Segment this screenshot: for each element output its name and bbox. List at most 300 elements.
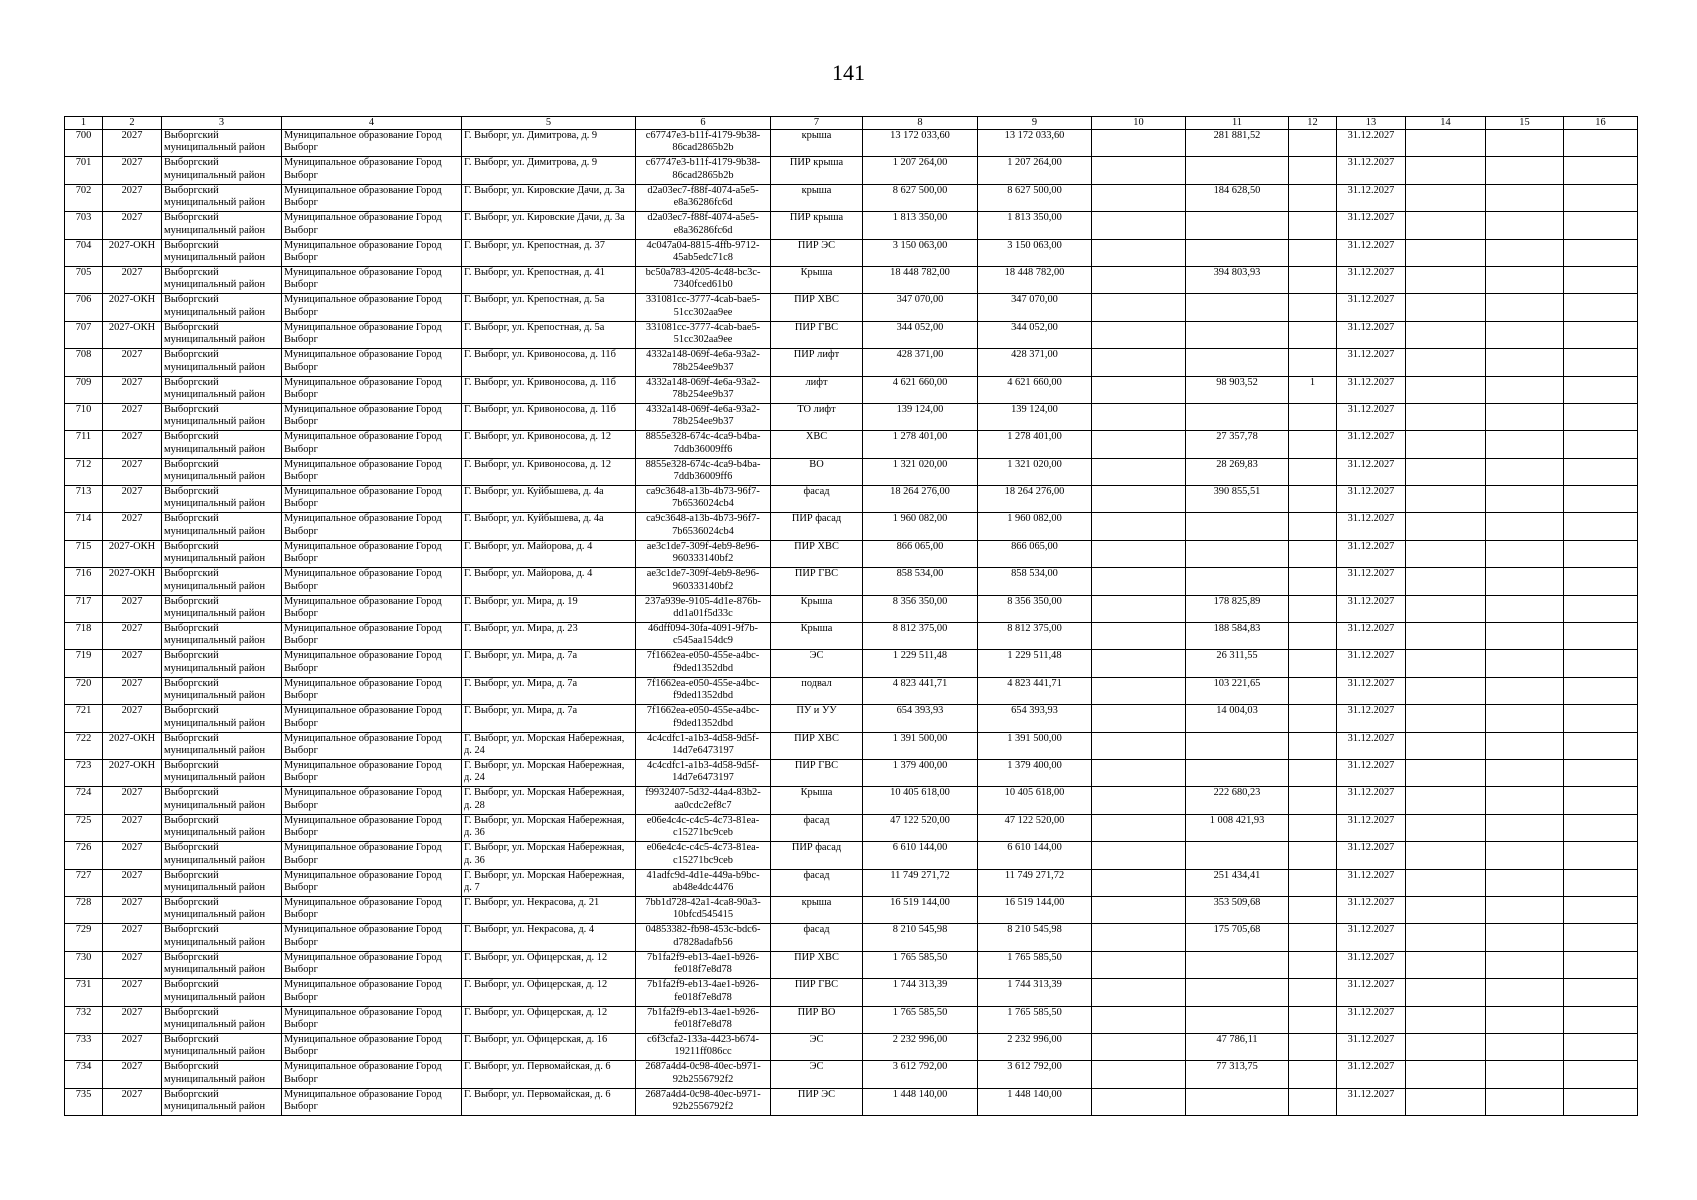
address-cell: Г. Выборг, ул. Мира, д. 7а [462, 705, 636, 732]
col-16-cell [1564, 650, 1638, 677]
col-12-count-cell [1289, 677, 1337, 704]
table-row [65, 184, 1638, 211]
municipality-cell: Муниципальное образование Город Выборг [282, 239, 462, 266]
municipality-cell: Муниципальное образование Город Выборг [282, 1006, 462, 1033]
municipality-cell: Муниципальное образование Город Выборг [282, 623, 462, 650]
house-id-cell: d2a03ec7-f88f-4074-a5e5-e8a36286fc6d [636, 184, 771, 211]
house-id-cell: c67747e3-b11f-4179-9b38-86cad2865b2b [636, 130, 771, 157]
total-cost-cell: 1 813 350,00 [863, 212, 978, 239]
table-header [65, 117, 1638, 130]
district-cell: Выборгский муниципальный район [162, 979, 282, 1006]
col-11-amount-cell [1186, 568, 1289, 595]
col-14-cell [1406, 568, 1486, 595]
district-cell: Выборгский муниципальный район [162, 814, 282, 841]
deadline-date-cell: 31.12.2027 [1337, 239, 1406, 266]
column-header-9: 9 [978, 117, 1092, 130]
address-cell: Г. Выборг, ул. Морская Набережная, д. 24 [462, 732, 636, 759]
municipality-cell: Муниципальное образование Город Выборг [282, 212, 462, 239]
col-11-amount-cell [1186, 540, 1289, 567]
col-15-cell [1486, 431, 1564, 458]
total-cost-cell: 4 823 441,71 [863, 677, 978, 704]
deadline-date-cell: 31.12.2027 [1337, 294, 1406, 321]
row-number-cell: 702 [65, 184, 103, 211]
col-12-count-cell [1289, 458, 1337, 485]
work-type-cell: Крыша [771, 595, 863, 622]
table-row [65, 951, 1638, 978]
col-16-cell [1564, 814, 1638, 841]
col-12-count-cell [1289, 869, 1337, 896]
year-cell: 2027 [103, 1006, 162, 1033]
district-cell: Выборгский муниципальный район [162, 677, 282, 704]
col-14-cell [1406, 623, 1486, 650]
col-14-cell [1406, 431, 1486, 458]
col-16-cell [1564, 266, 1638, 293]
col-16-cell [1564, 705, 1638, 732]
district-cell: Выборгский муниципальный район [162, 130, 282, 157]
address-cell: Г. Выборг, ул. Кривоносова, д. 12 [462, 458, 636, 485]
deadline-date-cell: 31.12.2027 [1337, 568, 1406, 595]
table-row [65, 787, 1638, 814]
column-header-16: 16 [1564, 117, 1638, 130]
work-type-cell: фасад [771, 869, 863, 896]
work-type-cell: ПУ и УУ [771, 705, 863, 732]
deadline-date-cell: 31.12.2027 [1337, 376, 1406, 403]
district-cell: Выборгский муниципальный район [162, 376, 282, 403]
address-cell: Г. Выборг, ул. Некрасова, д. 4 [462, 924, 636, 951]
fund-cost-cell: 18 264 276,00 [978, 486, 1092, 513]
col-10-cell [1092, 842, 1186, 869]
municipality-cell: Муниципальное образование Город Выборг [282, 1033, 462, 1060]
column-header-12: 12 [1289, 117, 1337, 130]
table-row [65, 924, 1638, 951]
col-10-cell [1092, 568, 1186, 595]
year-cell: 2027 [103, 403, 162, 430]
address-cell: Г. Выборг, ул. Крепостная, д. 37 [462, 239, 636, 266]
district-cell: Выборгский муниципальный район [162, 486, 282, 513]
col-14-cell [1406, 294, 1486, 321]
col-12-count-cell [1289, 157, 1337, 184]
col-10-cell [1092, 869, 1186, 896]
fund-cost-cell: 1 960 082,00 [978, 513, 1092, 540]
col-14-cell [1406, 540, 1486, 567]
table-row [65, 294, 1638, 321]
address-cell: Г. Выборг, ул. Мира, д. 23 [462, 623, 636, 650]
column-header-11: 11 [1186, 117, 1289, 130]
address-cell: Г. Выборг, ул. Кировские Дачи, д. 3а [462, 212, 636, 239]
work-type-cell: ПИР ХВС [771, 540, 863, 567]
row-number-cell: 721 [65, 705, 103, 732]
column-header-10: 10 [1092, 117, 1186, 130]
total-cost-cell: 1 321 020,00 [863, 458, 978, 485]
col-10-cell [1092, 376, 1186, 403]
col-12-count-cell [1289, 979, 1337, 1006]
year-cell: 2027 [103, 431, 162, 458]
deadline-date-cell: 31.12.2027 [1337, 130, 1406, 157]
col-15-cell [1486, 732, 1564, 759]
deadline-date-cell: 31.12.2027 [1337, 705, 1406, 732]
col-14-cell [1406, 212, 1486, 239]
col-10-cell [1092, 403, 1186, 430]
col-15-cell [1486, 212, 1564, 239]
table-row [65, 1033, 1638, 1060]
deadline-date-cell: 31.12.2027 [1337, 266, 1406, 293]
row-number-cell: 708 [65, 349, 103, 376]
col-14-cell [1406, 1088, 1486, 1115]
col-14-cell [1406, 787, 1486, 814]
col-15-cell [1486, 184, 1564, 211]
address-cell: Г. Выборг, ул. Мира, д. 7а [462, 650, 636, 677]
house-id-cell: 2687a4d4-0c98-40ec-b971-92b2556792f2 [636, 1061, 771, 1088]
col-11-amount-cell: 47 786,11 [1186, 1033, 1289, 1060]
table-row [65, 403, 1638, 430]
table-row [65, 540, 1638, 567]
total-cost-cell: 1 765 585,50 [863, 1006, 978, 1033]
row-number-cell: 706 [65, 294, 103, 321]
table-row [65, 376, 1638, 403]
col-14-cell [1406, 814, 1486, 841]
address-cell: Г. Выборг, ул. Кривоносова, д. 11б [462, 349, 636, 376]
row-number-cell: 718 [65, 623, 103, 650]
col-16-cell [1564, 212, 1638, 239]
col-14-cell [1406, 513, 1486, 540]
column-header-14: 14 [1406, 117, 1486, 130]
municipality-cell: Муниципальное образование Город Выборг [282, 814, 462, 841]
address-cell: Г. Выборг, ул. Мира, д. 7а [462, 677, 636, 704]
work-type-cell: Крыша [771, 787, 863, 814]
deadline-date-cell: 31.12.2027 [1337, 540, 1406, 567]
work-type-cell: лифт [771, 376, 863, 403]
col-15-cell [1486, 1088, 1564, 1115]
col-15-cell [1486, 266, 1564, 293]
col-10-cell [1092, 650, 1186, 677]
year-cell: 2027 [103, 266, 162, 293]
work-type-cell: ПИР ГВС [771, 568, 863, 595]
year-cell: 2027 [103, 513, 162, 540]
deadline-date-cell: 31.12.2027 [1337, 486, 1406, 513]
col-10-cell [1092, 184, 1186, 211]
col-12-count-cell [1289, 184, 1337, 211]
table-row [65, 157, 1638, 184]
year-cell: 2027 [103, 349, 162, 376]
district-cell: Выборгский муниципальный район [162, 540, 282, 567]
col-16-cell [1564, 1088, 1638, 1115]
col-11-amount-cell [1186, 951, 1289, 978]
year-cell: 2027 [103, 705, 162, 732]
col-11-amount-cell: 390 855,51 [1186, 486, 1289, 513]
col-12-count-cell [1289, 595, 1337, 622]
col-10-cell [1092, 677, 1186, 704]
total-cost-cell: 2 232 996,00 [863, 1033, 978, 1060]
district-cell: Выборгский муниципальный район [162, 705, 282, 732]
year-cell: 2027 [103, 814, 162, 841]
column-header-13: 13 [1337, 117, 1406, 130]
total-cost-cell: 3 612 792,00 [863, 1061, 978, 1088]
total-cost-cell: 139 124,00 [863, 403, 978, 430]
col-15-cell [1486, 623, 1564, 650]
house-id-cell: ae3c1de7-309f-4eb9-8e96-960333140bf2 [636, 540, 771, 567]
municipality-cell: Муниципальное образование Город Выборг [282, 568, 462, 595]
col-10-cell [1092, 1088, 1186, 1115]
municipality-cell: Муниципальное образование Город Выборг [282, 486, 462, 513]
col-10-cell [1092, 1006, 1186, 1033]
col-11-amount-cell [1186, 1088, 1289, 1115]
col-15-cell [1486, 568, 1564, 595]
col-16-cell [1564, 677, 1638, 704]
total-cost-cell: 347 070,00 [863, 294, 978, 321]
row-number-cell: 724 [65, 787, 103, 814]
col-11-amount-cell [1186, 759, 1289, 786]
deadline-date-cell: 31.12.2027 [1337, 157, 1406, 184]
row-number-cell: 729 [65, 924, 103, 951]
col-16-cell [1564, 239, 1638, 266]
house-id-cell: 04853382-fb98-453c-bdc6-d7828adafb56 [636, 924, 771, 951]
total-cost-cell: 6 610 144,00 [863, 842, 978, 869]
col-14-cell [1406, 759, 1486, 786]
row-number-cell: 728 [65, 896, 103, 923]
house-id-cell: 46dff094-30fa-4091-9f7b-c545aa154dc9 [636, 623, 771, 650]
register-table [64, 116, 1638, 1116]
col-11-amount-cell: 184 628,50 [1186, 184, 1289, 211]
year-cell: 2027 [103, 951, 162, 978]
col-14-cell [1406, 924, 1486, 951]
table-row [65, 705, 1638, 732]
table-row [65, 212, 1638, 239]
year-cell: 2027 [103, 677, 162, 704]
col-15-cell [1486, 376, 1564, 403]
municipality-cell: Муниципальное образование Город Выборг [282, 1061, 462, 1088]
work-type-cell: фасад [771, 924, 863, 951]
address-cell: Г. Выборг, ул. Димитрова, д. 9 [462, 130, 636, 157]
municipality-cell: Муниципальное образование Город Выборг [282, 513, 462, 540]
district-cell: Выборгский муниципальный район [162, 1061, 282, 1088]
col-15-cell [1486, 321, 1564, 348]
col-11-amount-cell [1186, 732, 1289, 759]
fund-cost-cell: 1 379 400,00 [978, 759, 1092, 786]
district-cell: Выборгский муниципальный район [162, 1088, 282, 1115]
table-row [65, 486, 1638, 513]
col-16-cell [1564, 896, 1638, 923]
municipality-cell: Муниципальное образование Город Выборг [282, 951, 462, 978]
municipality-cell: Муниципальное образование Город Выборг [282, 787, 462, 814]
table-row [65, 568, 1638, 595]
fund-cost-cell: 11 749 271,72 [978, 869, 1092, 896]
col-14-cell [1406, 650, 1486, 677]
col-12-count-cell [1289, 1061, 1337, 1088]
col-16-cell [1564, 349, 1638, 376]
row-number-cell: 732 [65, 1006, 103, 1033]
fund-cost-cell: 344 052,00 [978, 321, 1092, 348]
col-10-cell [1092, 1061, 1186, 1088]
year-cell: 2027 [103, 896, 162, 923]
col-10-cell [1092, 321, 1186, 348]
house-id-cell: 4c4cdfc1-a1b3-4d58-9d5f-14d7e6473197 [636, 732, 771, 759]
district-cell: Выборгский муниципальный район [162, 595, 282, 622]
col-12-count-cell [1289, 294, 1337, 321]
fund-cost-cell: 18 448 782,00 [978, 266, 1092, 293]
col-16-cell [1564, 759, 1638, 786]
col-16-cell [1564, 951, 1638, 978]
year-cell: 2027 [103, 650, 162, 677]
deadline-date-cell: 31.12.2027 [1337, 212, 1406, 239]
district-cell: Выборгский муниципальный район [162, 294, 282, 321]
work-type-cell: ЭС [771, 1033, 863, 1060]
col-15-cell [1486, 759, 1564, 786]
municipality-cell: Муниципальное образование Город Выборг [282, 924, 462, 951]
col-14-cell [1406, 157, 1486, 184]
col-14-cell [1406, 266, 1486, 293]
col-16-cell [1564, 130, 1638, 157]
address-cell: Г. Выборг, ул. Майорова, д. 4 [462, 568, 636, 595]
col-11-amount-cell [1186, 212, 1289, 239]
col-14-cell [1406, 1061, 1486, 1088]
house-id-cell: 2687a4d4-0c98-40ec-b971-92b2556792f2 [636, 1088, 771, 1115]
col-11-amount-cell: 27 357,78 [1186, 431, 1289, 458]
col-12-count-cell [1289, 759, 1337, 786]
district-cell: Выборгский муниципальный район [162, 896, 282, 923]
col-14-cell [1406, 595, 1486, 622]
column-header-4: 4 [282, 117, 462, 130]
col-10-cell [1092, 458, 1186, 485]
municipality-cell: Муниципальное образование Город Выборг [282, 595, 462, 622]
col-10-cell [1092, 431, 1186, 458]
deadline-date-cell: 31.12.2027 [1337, 513, 1406, 540]
total-cost-cell: 3 150 063,00 [863, 239, 978, 266]
col-14-cell [1406, 677, 1486, 704]
fund-cost-cell: 8 210 545,98 [978, 924, 1092, 951]
col-12-count-cell [1289, 842, 1337, 869]
col-15-cell [1486, 540, 1564, 567]
deadline-date-cell: 31.12.2027 [1337, 924, 1406, 951]
table-row [65, 513, 1638, 540]
col-12-count-cell [1289, 321, 1337, 348]
deadline-date-cell: 31.12.2027 [1337, 896, 1406, 923]
work-type-cell: крыша [771, 896, 863, 923]
total-cost-cell: 1 379 400,00 [863, 759, 978, 786]
district-cell: Выборгский муниципальный район [162, 842, 282, 869]
work-type-cell: ВО [771, 458, 863, 485]
col-15-cell [1486, 979, 1564, 1006]
year-cell: 2027 [103, 130, 162, 157]
row-number-cell: 701 [65, 157, 103, 184]
district-cell: Выборгский муниципальный район [162, 650, 282, 677]
col-10-cell [1092, 979, 1186, 1006]
table-row [65, 458, 1638, 485]
deadline-date-cell: 31.12.2027 [1337, 650, 1406, 677]
fund-cost-cell: 8 627 500,00 [978, 184, 1092, 211]
table-body [65, 130, 1638, 1116]
col-15-cell [1486, 130, 1564, 157]
col-15-cell [1486, 705, 1564, 732]
col-11-amount-cell: 251 434,41 [1186, 869, 1289, 896]
table-row [65, 979, 1638, 1006]
district-cell: Выборгский муниципальный район [162, 458, 282, 485]
col-15-cell [1486, 650, 1564, 677]
col-16-cell [1564, 623, 1638, 650]
work-type-cell: крыша [771, 130, 863, 157]
col-11-amount-cell [1186, 239, 1289, 266]
table-row [65, 732, 1638, 759]
total-cost-cell: 10 405 618,00 [863, 787, 978, 814]
col-16-cell [1564, 431, 1638, 458]
municipality-cell: Муниципальное образование Город Выборг [282, 184, 462, 211]
col-11-amount-cell: 188 584,83 [1186, 623, 1289, 650]
house-id-cell: 8855e328-674c-4ca9-b4ba-7ddb36009ff6 [636, 431, 771, 458]
col-10-cell [1092, 705, 1186, 732]
total-cost-cell: 1 207 264,00 [863, 157, 978, 184]
total-cost-cell: 1 744 313,39 [863, 979, 978, 1006]
address-cell: Г. Выборг, ул. Крепостная, д. 41 [462, 266, 636, 293]
col-12-count-cell [1289, 1088, 1337, 1115]
col-11-amount-cell: 103 221,65 [1186, 677, 1289, 704]
row-number-cell: 716 [65, 568, 103, 595]
table-row [65, 266, 1638, 293]
col-16-cell [1564, 595, 1638, 622]
col-14-cell [1406, 403, 1486, 430]
col-10-cell [1092, 157, 1186, 184]
fund-cost-cell: 4 823 441,71 [978, 677, 1092, 704]
col-11-amount-cell: 281 881,52 [1186, 130, 1289, 157]
col-12-count-cell [1289, 896, 1337, 923]
col-10-cell [1092, 513, 1186, 540]
row-number-cell: 730 [65, 951, 103, 978]
work-type-cell: фасад [771, 486, 863, 513]
work-type-cell: ПИР крыша [771, 212, 863, 239]
row-number-cell: 733 [65, 1033, 103, 1060]
address-cell: Г. Выборг, ул. Кривоносова, д. 11б [462, 376, 636, 403]
row-number-cell: 715 [65, 540, 103, 567]
table-row [65, 1006, 1638, 1033]
col-10-cell [1092, 951, 1186, 978]
col-12-count-cell [1289, 623, 1337, 650]
work-type-cell: Крыша [771, 623, 863, 650]
year-cell: 2027 [103, 212, 162, 239]
year-cell: 2027-ОКН [103, 759, 162, 786]
address-cell: Г. Выборг, ул. Майорова, д. 4 [462, 540, 636, 567]
col-16-cell [1564, 486, 1638, 513]
col-11-amount-cell: 1 008 421,93 [1186, 814, 1289, 841]
col-16-cell [1564, 157, 1638, 184]
work-type-cell: ЭС [771, 650, 863, 677]
col-12-count-cell [1289, 239, 1337, 266]
table-row [65, 842, 1638, 869]
col-16-cell [1564, 568, 1638, 595]
table-row [65, 814, 1638, 841]
year-cell: 2027 [103, 842, 162, 869]
column-header-1: 1 [65, 117, 103, 130]
municipality-cell: Муниципальное образование Город Выборг [282, 869, 462, 896]
col-14-cell [1406, 896, 1486, 923]
year-cell: 2027 [103, 486, 162, 513]
col-11-amount-cell [1186, 403, 1289, 430]
house-id-cell: 8855e328-674c-4ca9-b4ba-7ddb36009ff6 [636, 458, 771, 485]
municipality-cell: Муниципальное образование Город Выборг [282, 349, 462, 376]
col-11-amount-cell: 353 509,68 [1186, 896, 1289, 923]
row-number-cell: 727 [65, 869, 103, 896]
total-cost-cell: 1 391 500,00 [863, 732, 978, 759]
year-cell: 2027 [103, 184, 162, 211]
address-cell: Г. Выборг, ул. Некрасова, д. 21 [462, 896, 636, 923]
table-row [65, 677, 1638, 704]
address-cell: Г. Выборг, ул. Морская Набережная, д. 36 [462, 814, 636, 841]
work-type-cell: ПИР ХВС [771, 951, 863, 978]
total-cost-cell: 4 621 660,00 [863, 376, 978, 403]
table-row [65, 1061, 1638, 1088]
house-id-cell: 237a939e-9105-4d1e-876b-dd1a01f5d33c [636, 595, 771, 622]
municipality-cell: Муниципальное образование Город Выборг [282, 157, 462, 184]
col-11-amount-cell [1186, 842, 1289, 869]
row-number-cell: 723 [65, 759, 103, 786]
deadline-date-cell: 31.12.2027 [1337, 1006, 1406, 1033]
